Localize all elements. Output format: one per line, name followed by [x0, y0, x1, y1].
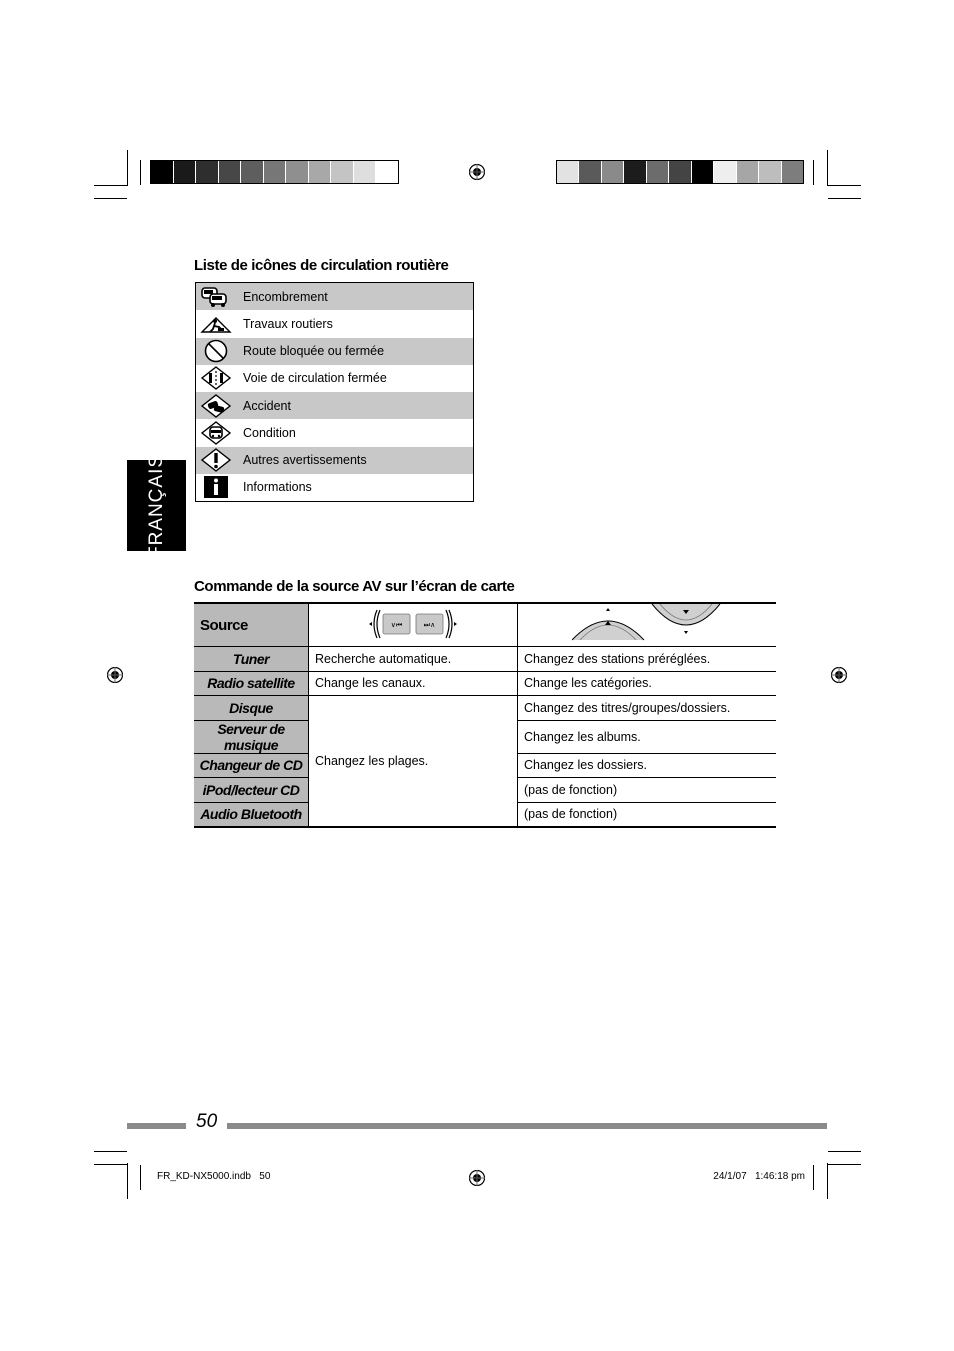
language-tab-label: FRANÇAIS	[145, 453, 167, 558]
icons-section-title: Liste de icônes de circulation routière	[194, 257, 449, 274]
table-cell: Change les canaux.	[309, 671, 518, 696]
table-cell: Changez des stations préréglées.	[518, 647, 777, 672]
lane-closed-icon	[196, 365, 236, 391]
source-cell: iPod/lecteur CD	[194, 778, 309, 803]
list-item-label: Accident	[243, 398, 291, 413]
registration-mark-icon	[106, 666, 124, 684]
av-source-table	[194, 602, 776, 828]
table-header-row	[194, 603, 776, 647]
table-row	[194, 696, 776, 721]
crop-mark	[94, 198, 127, 199]
prev-button-glyph: ∨⏮	[390, 620, 403, 629]
page-bar-left	[127, 1123, 186, 1129]
source-cell: Disque	[194, 696, 309, 721]
list-item	[196, 392, 473, 419]
table-cell: Changez les dossiers.	[518, 753, 777, 778]
list-item-label: Informations	[243, 480, 312, 495]
grayscale-strip-left	[150, 160, 399, 184]
source-cell: Audio Bluetooth	[194, 802, 309, 827]
skip-buttons-icon	[367, 606, 459, 642]
list-item	[196, 447, 473, 474]
crop-mark	[94, 185, 127, 186]
footer-file: FR_KD-NX5000.indb 50	[157, 1171, 271, 1182]
traffic-jam-icon	[196, 284, 236, 310]
list-item-label: Condition	[243, 425, 296, 440]
crop-mark	[140, 160, 141, 185]
registration-mark-icon	[830, 666, 848, 684]
footer-timestamp: 24/1/07 1:46:18 pm	[713, 1171, 805, 1182]
page-bar-right	[227, 1123, 827, 1129]
list-item	[196, 283, 473, 310]
table-cell: (pas de fonction)	[518, 778, 777, 803]
crop-mark	[127, 150, 128, 186]
crop-mark	[94, 1164, 127, 1165]
grayscale-strip-right	[556, 160, 804, 184]
skip-buttons-header	[309, 603, 518, 647]
crop-mark	[827, 1163, 828, 1199]
table-cell: Changez les albums.	[518, 720, 777, 753]
crop-mark	[813, 1165, 814, 1190]
list-item	[196, 310, 473, 337]
condition-icon	[196, 420, 236, 446]
source-cell: Serveur de musique	[194, 720, 309, 753]
crop-mark	[827, 150, 828, 186]
list-item-label: Autres avertissements	[243, 453, 367, 468]
list-item	[196, 474, 473, 501]
list-item-label: Travaux routiers	[243, 316, 333, 331]
next-button-glyph: ⏭∧	[423, 620, 436, 629]
crop-mark	[127, 1163, 128, 1199]
table-cell: Changez des titres/groupes/dossiers.	[518, 696, 777, 721]
source-cell: Radio satellite	[194, 671, 309, 696]
list-item-label: Route bloquée ou fermée	[243, 344, 385, 359]
crop-mark	[828, 1164, 861, 1165]
registration-mark-icon	[468, 1169, 486, 1187]
table-cell: Changez les plages.	[309, 696, 518, 828]
table-cell: Recherche automatique.	[309, 647, 518, 672]
crop-mark	[140, 1165, 141, 1190]
list-item-label: Voie de circulation fermée	[243, 371, 387, 386]
up-down-dial-icon	[572, 604, 732, 644]
road-closed-icon	[196, 338, 236, 364]
crop-mark	[828, 1151, 861, 1152]
list-item-label: Encombrement	[243, 289, 328, 304]
info-icon	[196, 474, 236, 500]
table-cell: Change les catégories.	[518, 671, 777, 696]
accident-icon	[196, 393, 236, 419]
list-item	[196, 338, 473, 365]
page-number: 50	[196, 1111, 218, 1132]
table-row	[194, 671, 776, 696]
list-item	[196, 419, 473, 446]
source-header: Source	[194, 603, 309, 647]
warning-icon	[196, 447, 236, 473]
crop-mark	[828, 185, 861, 186]
table-cell: (pas de fonction)	[518, 802, 777, 827]
crop-mark	[813, 160, 814, 185]
registration-mark-icon	[468, 163, 486, 181]
list-item	[196, 365, 473, 392]
source-cell: Changeur de CD	[194, 753, 309, 778]
av-section-title: Commande de la source AV sur l’écran de carte	[194, 578, 515, 595]
language-tab	[127, 453, 186, 558]
source-cell: Tuner	[194, 647, 309, 672]
roadworks-icon	[196, 311, 236, 337]
table-row	[194, 647, 776, 672]
crop-mark	[828, 198, 861, 199]
dial-buttons-header	[518, 603, 777, 647]
traffic-icon-list	[195, 282, 474, 502]
crop-mark	[94, 1151, 127, 1152]
